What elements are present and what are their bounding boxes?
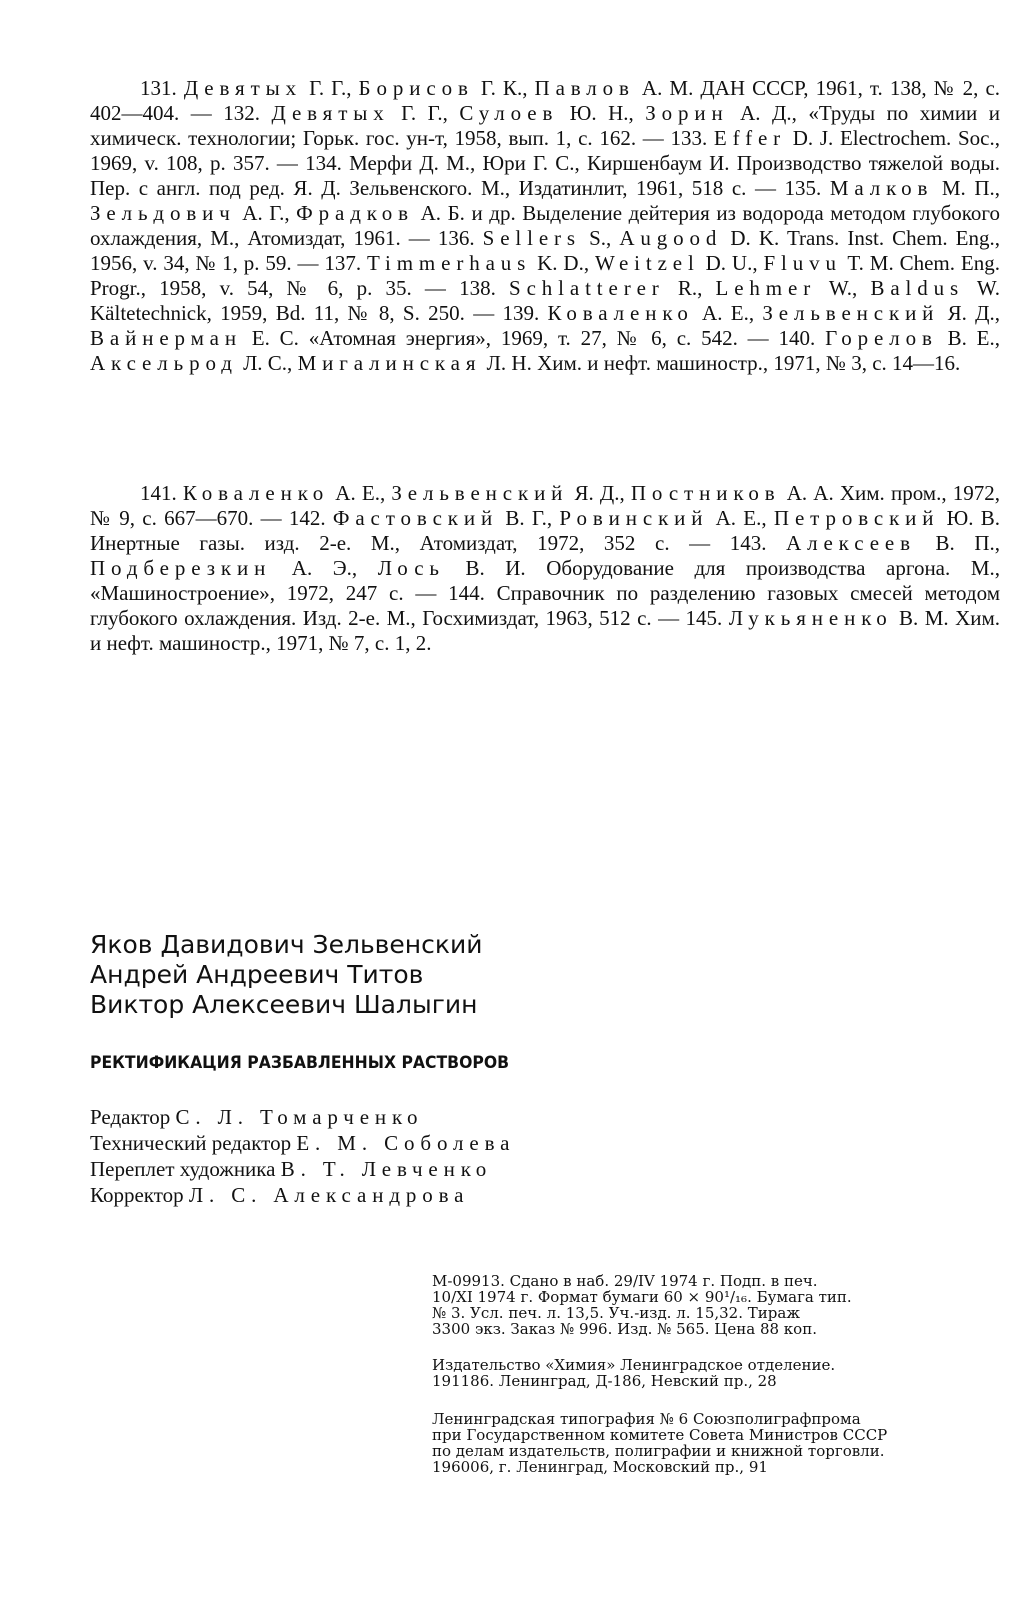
reference-text: Г. Г.,: [302, 76, 359, 100]
reference-text: А. М. ДАН СССР, 1961, т. 138, № 2, с. 402—404. — 132.: [90, 76, 1001, 125]
imprint-line: 196006, г. Ленинград, Московский пр., 91: [432, 1458, 768, 1476]
reference-author: Девятых: [271, 101, 390, 125]
reference-text: Л. Н. Хим. и нефт. машиностр., 1971, № 3, с. 14—16.: [481, 351, 961, 375]
reference-text: Ю. В. Инертные газы. изд. 2-е. М., Атомиздат, 1972, 352 с. — 143.: [90, 506, 1001, 555]
imprint-line: 191186. Ленинград, Д-186, Невский пр., 28: [432, 1372, 777, 1390]
reference-author: Фастовский: [332, 506, 499, 530]
reference-author: Weitzel: [594, 251, 700, 275]
imprint-line: по делам издательств, полиграфии и книжной торговли.: [432, 1442, 885, 1460]
reference-author: Зорин: [645, 101, 729, 125]
reference-author: Фрадков: [296, 201, 414, 225]
references-block-1: [90, 76, 1000, 376]
reference-text: D. U.,: [699, 251, 764, 275]
staff-line: [90, 1130, 790, 1156]
staff-line: [90, 1104, 790, 1130]
author-name: Виктор Алексеевич Шалыгин: [90, 990, 478, 1019]
reference-text: Е. С. «Атомная энергия», 1969, т. 27, № 6, с. 542. — 140.: [241, 326, 826, 350]
reference-author: Лось: [377, 556, 445, 580]
reference-text: А. Е.,: [708, 506, 774, 530]
reference-text: D. K. Trans. Inst. Chem. Eng., 1956, v. 34, № 1, p. 59. — 137.: [90, 226, 1000, 275]
reference-text: D. J. Electrochem. Soc., 1969, v. 108, p. 357. — 134. Мерфи Д. М., Юри Г. С., Киршенбаум И. Производство тяжелой воды. Пер. с англ. под ред. Я. Д. Зельвенского. М., Издатинлит, 1961, 518 с. — 135.: [90, 126, 1000, 200]
imprint-line: Издательство «Химия» Ленинградское отделение.: [432, 1356, 836, 1374]
staff-name: Е. М. Соболева: [296, 1131, 516, 1155]
staff-name: В. Т. Левченко: [280, 1157, 493, 1181]
reference-text: Г. К.,: [473, 76, 535, 100]
reference-text: А. Г.,: [235, 201, 297, 225]
author-list: [90, 930, 790, 1020]
reference-author: Девятых: [183, 76, 302, 100]
reference-author: Зельвенский: [762, 301, 940, 325]
reference-text: А. Д., «Труды по химии и химическ. технологии; Горьк. гос. ун-т, 1958, вып. 1, с. 162. — 133.: [90, 101, 1001, 150]
reference-author: Коваленко: [182, 481, 330, 505]
reference-author: Effer: [713, 126, 787, 150]
staff-role: Корректор: [90, 1183, 184, 1207]
reference-text: R.,: [664, 276, 716, 300]
reference-author: Борисов: [358, 76, 474, 100]
reference-author: Алексеев: [786, 531, 916, 555]
staff-role: Редактор: [90, 1105, 171, 1129]
reference-text: T. M. Chem. Eng. Progr., 1958, v. 54, № 6, p. 35. — 138.: [90, 251, 1000, 300]
staff-role: Технический редактор: [90, 1131, 292, 1155]
reference-text: W. Kältetechnick, 1959, Bd. 11, № 8, S. 250. — 139.: [90, 276, 1001, 325]
staff-role: Переплет художника: [90, 1157, 276, 1181]
reference-author: Schlatterer: [509, 276, 665, 300]
reference-author: Augood: [619, 226, 723, 250]
reference-author: Зельдович: [90, 201, 236, 225]
reference-author: Петровский: [773, 506, 940, 530]
references-block-2: [90, 481, 1000, 656]
reference-author: Лукьяненко: [728, 606, 893, 630]
staff-name: Л. С. Александрова: [188, 1183, 470, 1207]
reference-text: М. П.,: [933, 176, 1000, 200]
reference-text: А. Е.,: [693, 301, 763, 325]
imprint-line: М-09913. Сдано в наб. 29/IV 1974 г. Подп. в печ.: [432, 1272, 818, 1290]
reference-text: Ю. Н.,: [558, 101, 646, 125]
reference-text: А. Е.,: [329, 481, 392, 505]
reference-author: Сулоев: [459, 101, 559, 125]
print-info: [432, 1273, 992, 1337]
staff-name: С. Л. Томарченко: [175, 1105, 424, 1129]
author-name: Андрей Андреевич Титов: [90, 960, 424, 989]
reference-text: W.,: [816, 276, 871, 300]
reference-author: Аксельрод: [90, 351, 238, 375]
reference-text: В. Е.,: [937, 326, 1001, 350]
staff-line: [90, 1182, 790, 1208]
reference-text: В. Г.,: [498, 506, 560, 530]
imprint-line: № 3. Усл. печ. л. 13,5. Уч.-изд. л. 15,32. Тираж: [432, 1304, 801, 1322]
reference-text: А. А. Хим. пром., 1972, № 9, с. 667—670. — 142.: [90, 481, 1001, 530]
reference-author: Timmerhaus: [367, 251, 532, 275]
reference-author: Fluvu: [763, 251, 842, 275]
reference-text: S.,: [581, 226, 620, 250]
reference-text: А. Э.,: [271, 556, 378, 580]
reference-author: Постников: [630, 481, 781, 505]
reference-text: В. М. Хим. и нефт. машиностр., 1971, № 7, с. 1, 2.: [90, 606, 1001, 655]
reference-text: Г. Г.,: [389, 101, 460, 125]
reference-paragraph-141-145: [90, 481, 1000, 656]
staff-line: [90, 1156, 790, 1182]
author-name: Яков Давидович Зельвенский: [90, 930, 483, 959]
reference-author: Зельвенский: [391, 481, 569, 505]
reference-author: Baldus: [870, 276, 965, 300]
printer-info: [432, 1411, 992, 1475]
reference-author: Вайнерман: [90, 326, 242, 350]
reference-text: Л. С.,: [237, 351, 298, 375]
imprint-line: при Государственном комитете Совета Министров СССР: [432, 1426, 888, 1444]
reference-text: K. D.,: [531, 251, 595, 275]
reference-text: В. И. Оборудование для производства аргона. М., «Машиностроение», 1972, 247 с. — 144. Справочник по разделению газовых смесей методом глубокого охлаждения. Изд. 2-е. М., Госхимиздат, 1963, 512 с. — 145.: [90, 556, 1000, 630]
reference-text: 141.: [140, 481, 183, 505]
reference-author: Lehmer: [715, 276, 817, 300]
reference-author: Коваленко: [547, 301, 694, 325]
reference-text: 131.: [140, 76, 184, 100]
reference-text: В. П.,: [915, 531, 1000, 555]
reference-author: Ровинский: [559, 506, 709, 530]
reference-paragraph-131-140: [90, 76, 1000, 376]
reference-author: Sellers: [482, 226, 581, 250]
reference-text: Я. Д.,: [568, 481, 631, 505]
book-title: РЕКТИФИКАЦИЯ РАЗБАВЛЕННЫХ РАСТВОРОВ: [90, 1053, 510, 1073]
reference-author: Малков: [829, 176, 934, 200]
imprint-line: 10/XI 1974 г. Формат бумаги 60 × 90¹/₁₆. Бумага тип.: [432, 1288, 852, 1306]
reference-author: Павлов: [534, 76, 635, 100]
reference-author: Мигалинская: [297, 351, 482, 375]
reference-text: Я. Д.,: [939, 301, 1000, 325]
reference-author: Подберезкин: [90, 556, 272, 580]
publisher-info: [432, 1357, 992, 1389]
reference-text: А. Б. и др. Выделение дейтерия из водорода методом глубокого охлаждения, М., Атомиздат, 1961. — 136.: [90, 201, 1001, 250]
reference-author: Горелов: [825, 326, 938, 350]
imprint-line: Ленинградская типография № 6 Союзполиграфпрома: [432, 1410, 861, 1428]
editorial-staff: [90, 1104, 790, 1208]
imprint-line: 3300 экз. Заказ № 996. Изд. № 565. Цена 88 коп.: [432, 1320, 817, 1338]
